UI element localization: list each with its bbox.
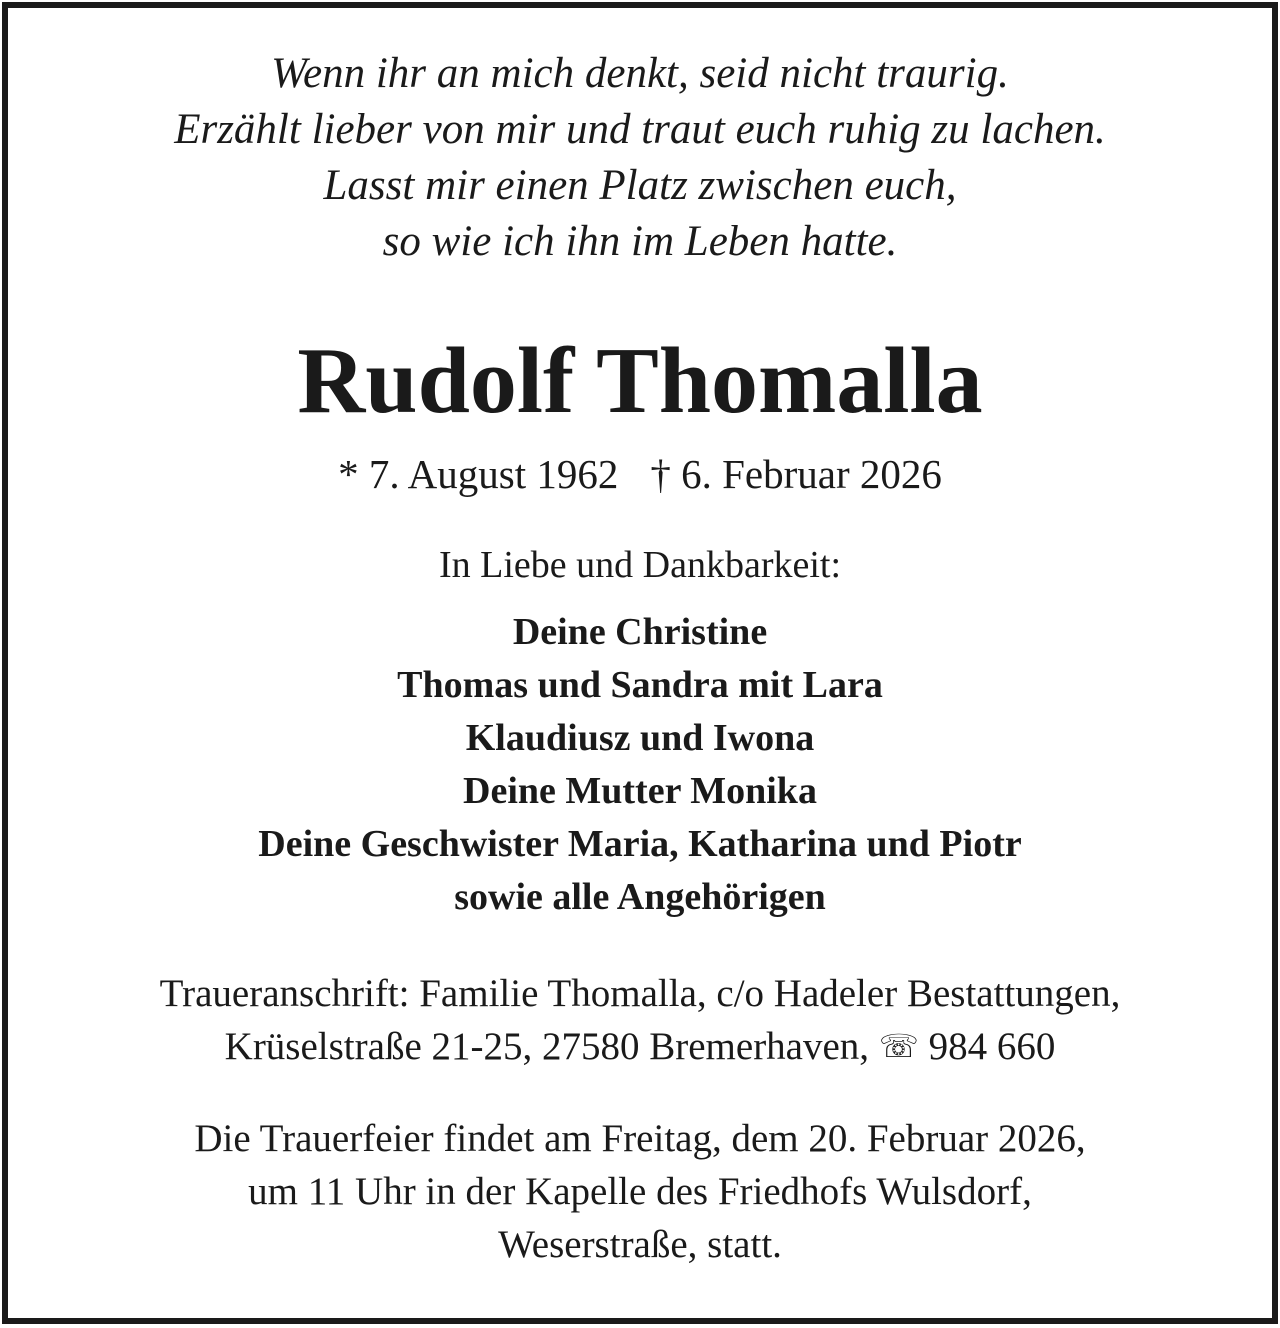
ceremony-line: Weserstraße, statt. (498, 1223, 782, 1266)
address-street: Krüselstraße 21-25, 27580 Bremerhaven, (224, 1025, 870, 1068)
phone-number: 984 660 (928, 1025, 1056, 1068)
birth-date: * 7. August 1962 (338, 451, 619, 497)
mourner-line: sowie alle Angehörigen (454, 876, 826, 918)
address-line: Traueranschrift: Familie Thomalla, c/o Hadeler Bestattungen, (159, 972, 1121, 1015)
telephone-icon: ☏ (878, 1027, 919, 1065)
ceremony-info (8, 1112, 1272, 1271)
death-date: † 6. Februar 2026 (650, 451, 942, 497)
mourner-line: Thomas und Sandra mit Lara (397, 664, 883, 706)
mourner-line: Klaudiusz und Iwona (465, 717, 815, 759)
life-dates (8, 447, 1272, 501)
obituary-notice (2, 2, 1278, 1324)
address-line (8, 1020, 1272, 1073)
mourning-address (8, 967, 1272, 1073)
memorial-poem (8, 46, 1272, 270)
mourner-line: Deine Christine (512, 611, 768, 653)
ceremony-line: um 11 Uhr in der Kapelle des Friedhofs Wulsdorf, (248, 1170, 1032, 1213)
mourners-intro: In Liebe und Dankbarkeit: (438, 544, 842, 586)
mourner-line: Deine Mutter Monika (463, 770, 817, 812)
poem-line: Wenn ihr an mich denkt, seid nicht traurig. (271, 50, 1009, 97)
mourners-list (8, 606, 1272, 924)
poem-line: so wie ich ihn im Leben hatte. (382, 218, 898, 265)
mourner-line: Deine Geschwister Maria, Katharina und Piotr (258, 823, 1022, 865)
ceremony-line: Die Trauerfeier findet am Freitag, dem 20. Februar 2026, (194, 1117, 1086, 1160)
poem-line: Erzählt lieber von mir und traut euch ruhig zu lachen. (174, 106, 1106, 153)
deceased-name: Rudolf Thomalla (297, 329, 983, 433)
poem-line: Lasst mir einen Platz zwischen euch, (323, 162, 957, 209)
